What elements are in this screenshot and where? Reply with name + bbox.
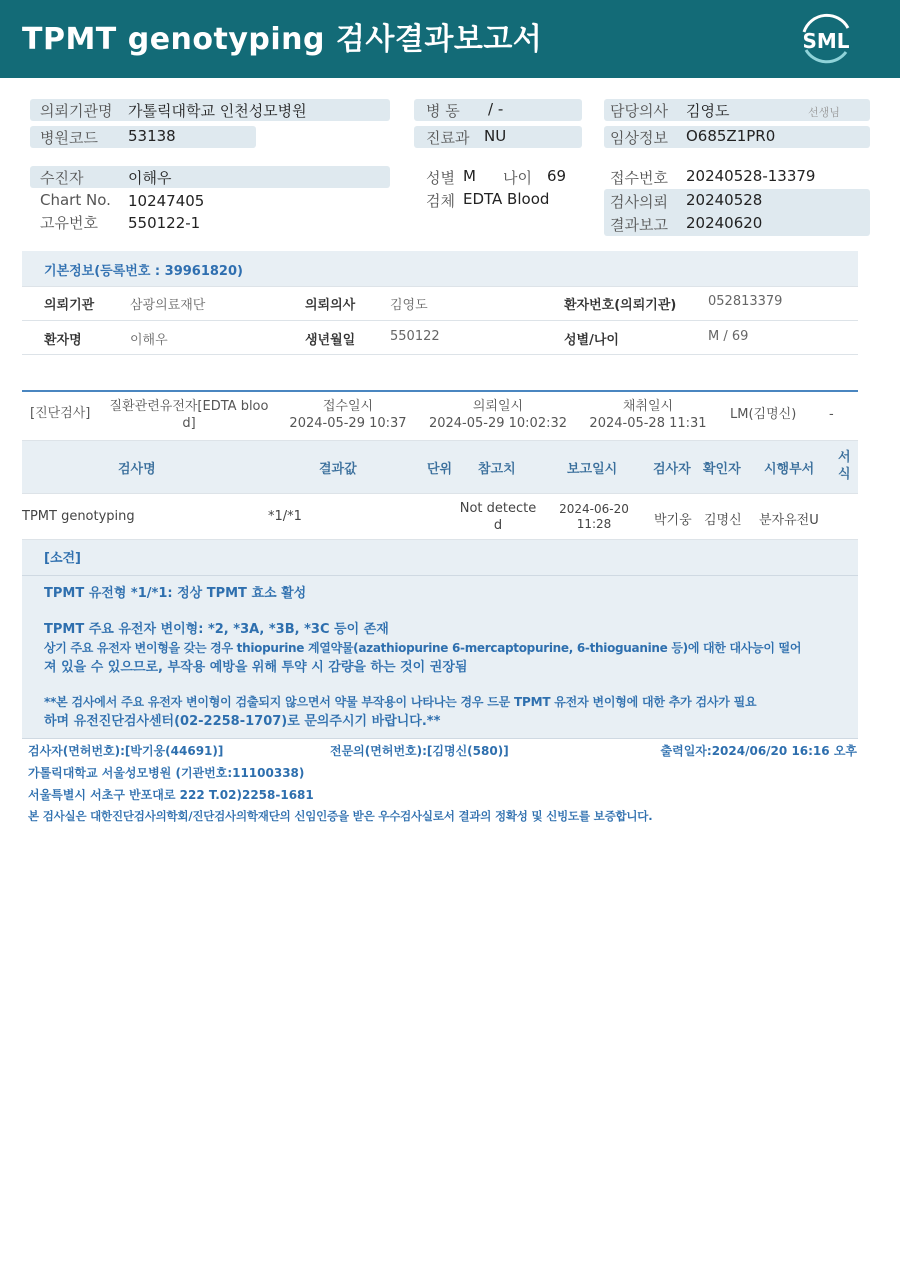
footer-tester: 검사자(면허번호):[박기웅(44691)]	[28, 744, 224, 758]
basic-label-birth: 생년월일	[305, 333, 356, 348]
chart-no-label: Chart No.	[40, 191, 111, 209]
unique-no-label: 고유번호	[40, 214, 98, 232]
requested-label: 의뢰일시	[472, 399, 524, 414]
diagnosis-lm: LM(김명신)	[730, 407, 797, 422]
basic-label-doctor: 의뢰의사	[305, 298, 356, 313]
logo-text: SML	[802, 29, 850, 53]
basic-label-sex-age: 성별/나이	[564, 333, 619, 348]
department-value: NU	[484, 127, 507, 145]
age-value: 69	[547, 167, 567, 185]
requesting-org-value: 가톨릭대학교 인천성모병원	[128, 102, 307, 120]
divider	[22, 738, 858, 739]
sml-logo	[796, 10, 856, 66]
footer-certification: 본 검사실은 대한진단검사의학회/진단검사의학재단의 신임인증을 받은 우수검사실로서 결과의 정확성 및 신빙도를 보증합니다.	[28, 809, 653, 823]
requested-value: 2024-05-29 10:02:32	[428, 416, 568, 431]
clinical-info-label: 임상정보	[610, 129, 668, 147]
td-confirmer: 김명신	[704, 513, 742, 528]
basic-value-patient-no: 052813379	[708, 294, 783, 309]
receipt-no-label: 접수번호	[610, 169, 668, 187]
diagnosis-dash: -	[829, 407, 834, 422]
basic-value-name: 이해우	[130, 333, 168, 348]
hospital-code-label: 병원코드	[40, 129, 98, 147]
td-test-name: TPMT genotyping	[22, 509, 135, 524]
th-tester: 검사자	[653, 462, 691, 477]
diagnosis-category: [진단검사]	[30, 406, 91, 421]
basic-value-sex-age: M / 69	[708, 329, 749, 344]
specimen-label: 검체	[426, 192, 455, 210]
basic-value-doctor: 김영도	[390, 298, 428, 313]
patient-value: 이해우	[128, 169, 172, 187]
divider	[22, 575, 858, 576]
basic-label-name: 환자명	[44, 333, 82, 348]
unique-no-value: 550122-1	[128, 214, 201, 232]
th-result: 결과값	[319, 462, 357, 477]
td-reference-line1: Not detecte	[459, 501, 537, 516]
th-form-line2: 식	[838, 467, 851, 482]
chart-no-value: 10247405	[128, 192, 205, 210]
opinion-line6: 하며 유전진단검사센터(02-2258-1707)로 문의주시기 바랍니다.**	[44, 714, 441, 729]
opinion-line1: TPMT 유전형 *1/*1: 정상 TPMT 효소 활성	[44, 586, 307, 601]
hospital-code-value: 53138	[128, 127, 176, 145]
ward-label: 병 동	[426, 102, 460, 120]
th-department: 시행부서	[764, 462, 815, 477]
result-report-label: 결과보고	[610, 216, 668, 234]
diagnosis-requested	[425, 398, 571, 432]
td-report-date-line2: 11:28	[576, 517, 612, 531]
basic-label-patient-no: 환자번호(의뢰기관)	[564, 298, 677, 313]
diagnosis-received	[283, 398, 413, 432]
basic-label-org: 의뢰기관	[44, 298, 95, 313]
th-form-line1: 서	[838, 450, 851, 465]
ward-value: / -	[488, 100, 504, 118]
td-tester: 박기웅	[654, 513, 692, 528]
diagnosis-test-group	[104, 398, 274, 432]
td-result: *1/*1	[268, 509, 302, 524]
divider	[22, 320, 858, 321]
divider	[22, 493, 858, 494]
opinion-line4: 져 있을 수 있으므로, 부작용 예방을 위해 투약 시 감량을 하는 것이 권장됨	[44, 660, 468, 675]
td-reference	[457, 500, 539, 534]
basic-info-title: 기본정보(등록번호 : 39961820)	[44, 264, 243, 279]
report-header	[0, 0, 900, 78]
th-confirmer: 확인자	[703, 462, 741, 477]
patient-pill	[30, 166, 390, 188]
collected-label: 채취일시	[622, 399, 674, 414]
opinion-title: [소견]	[44, 551, 81, 566]
basic-value-org: 삼광의료재단	[130, 298, 206, 313]
doctor-label: 담당의사	[610, 102, 668, 120]
sex-label: 성별	[426, 169, 455, 187]
diagnosis-test-group-line2: d]	[182, 416, 196, 431]
td-report-date-line1: 2024-06-20	[559, 502, 629, 516]
doctor-value: 김영도	[686, 102, 730, 120]
footer-address: 서울특별시 서초구 반포대로 222 T.02)2258-1681	[28, 788, 314, 802]
requesting-org-label: 의뢰기관명	[40, 102, 113, 120]
receipt-no-value: 20240528-13379	[686, 167, 816, 185]
sex-value: M	[463, 167, 476, 185]
report-title: TPMT genotyping 검사결과보고서	[22, 22, 543, 57]
diagnosis-top-border	[22, 390, 858, 392]
divider	[22, 354, 858, 355]
test-request-label: 검사의뢰	[610, 193, 668, 211]
th-reference: 참고치	[478, 462, 516, 477]
collected-value: 2024-05-28 11:31	[589, 416, 707, 431]
th-test-name: 검사명	[118, 462, 156, 477]
age-label: 나이	[503, 169, 532, 187]
th-unit: 단위	[427, 462, 453, 477]
footer-hospital: 가톨릭대학교 서울성모병원 (기관번호:11100338)	[28, 766, 305, 780]
th-form	[838, 449, 851, 483]
test-request-value: 20240528	[686, 191, 763, 209]
doctor-suffix: 선생님	[808, 106, 840, 119]
diagnosis-test-group-line1: 질환관련유전자[EDTA bloo	[109, 399, 269, 414]
received-value: 2024-05-29 10:37	[289, 416, 407, 431]
th-report-date: 보고일시	[567, 462, 618, 477]
td-report-date	[556, 502, 632, 532]
patient-label: 수진자	[40, 169, 84, 187]
specimen-value: EDTA Blood	[463, 190, 550, 208]
result-report-value: 20240620	[686, 214, 763, 232]
clinical-info-value: O685Z1PR0	[686, 127, 776, 145]
divider	[22, 286, 858, 287]
td-reference-line2: d	[493, 518, 503, 533]
department-label: 진료과	[426, 129, 470, 147]
footer-print-date: 출력일자:2024/06/20 16:16 오후	[660, 744, 857, 758]
opinion-line3: 상기 주요 유전자 변이형을 갖는 경우 thiopurine 계열약물(azathiopurine 6-mercaptopurine, 6-thioguanine 등)에 대한 대사능이 떨어	[44, 641, 802, 655]
received-label: 접수일시	[322, 399, 374, 414]
basic-value-birth: 550122	[390, 329, 440, 344]
footer-specialist: 전문의(면허번호):[김명신(580)]	[330, 744, 509, 758]
opinion-line5: **본 검사에서 주요 유전자 변이형이 검출되지 않으면서 약물 부작용이 나타나는 경우 드문 TPMT 유전자 변이형에 대한 추가 검사가 필요	[44, 695, 757, 709]
diagnosis-collected	[584, 398, 712, 432]
opinion-line2: TPMT 주요 유전자 변이형: *2, *3A, *3B, *3C 등이 존재	[44, 622, 389, 637]
td-department: 분자유전U	[759, 513, 819, 528]
